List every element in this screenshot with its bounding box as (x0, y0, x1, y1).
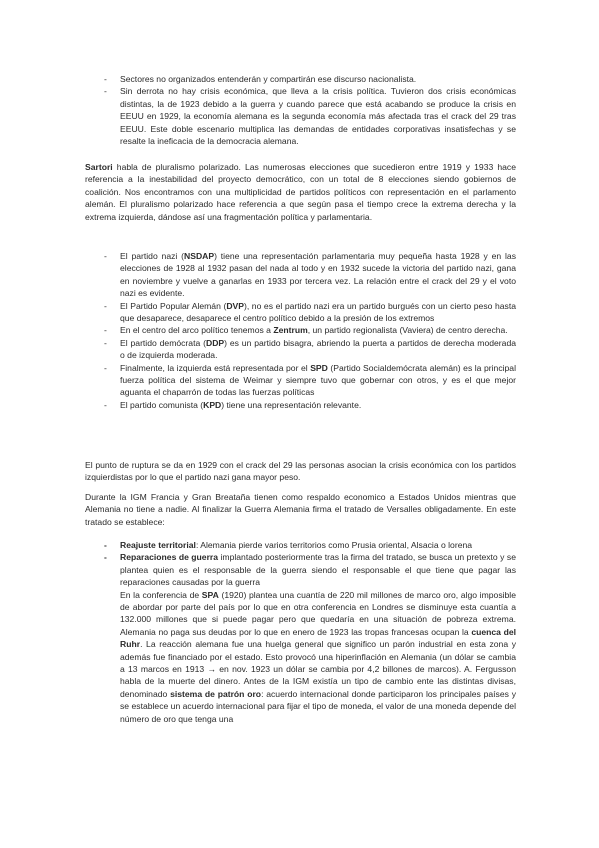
list-item-text: : Alemania pierde varios territorios como Prusia oriental, Alsacia o lorena (195, 540, 473, 550)
list-item-text: El partido comunista ( (120, 399, 204, 410)
paragraph-text: habla de pluralismo polarizado. Las numerosas elecciones que sucedieron entre 1919 y 1933 hace referencia a la inestabilidad del proyecto democrático, con un total de 8 elecciones siendo gobiernos de coalición. Nos encontramos con una multiplicidad de partidos políticos con representación en el parlamento alemán. El pluralismo polarizado hace referencia a que según pasa el tiempo crece la extrema derecha y la extrema izquierda, dándose así una fragmentación política y parlamentaria. (85, 162, 516, 222)
list-item-text: Sectores no organizados entenderán y compartirán ese discurso nacionalista. (120, 74, 417, 84)
bold-term: Reparaciones de guerra (120, 552, 219, 563)
bold-term: DDP (205, 337, 225, 348)
sub-paragraph (120, 589, 516, 725)
dash-bullet: - (104, 325, 107, 336)
list-item-text: implantado posteriormente tras la firma del tratado, se busca un pretexto y se plantea quien es el responsable de la guerra siendo el responsable el que tiene que pagar las reparaciones causadas por la guerra (120, 552, 516, 588)
list-item (104, 300, 516, 325)
bold-term: NSDAP (184, 251, 215, 261)
dash-bullet: - (104, 86, 107, 97)
list-item-text: El partido demócrata ( (120, 337, 206, 348)
dash-bullet: - (104, 399, 107, 410)
dash-bullet: - (104, 251, 107, 261)
list-item-text: ) tiene una representación relevante. (221, 399, 362, 410)
bold-term: cuenca del Ruhr (120, 626, 516, 650)
paragraph-text: En la conferencia de (120, 589, 202, 600)
paragraph-ruptura: El punto de ruptura se da en 1929 con el crack del 29 las personas asocian la crisis económica con los partidos izquierdistas por lo que el partido nazi gana mayor peso. (85, 460, 516, 483)
list-item-text: ), no es el partido nazi era un partido burgués con un cierto peso hasta que desaparece, desaparece el centro político debido a la presión de los extremos (120, 300, 516, 324)
list-item (104, 399, 516, 411)
bullet-list-parties (104, 250, 516, 411)
list-item (104, 85, 516, 147)
bold-term: DVP (226, 300, 244, 311)
dash-bullet: - (104, 337, 107, 348)
paragraph-text: : acuerdo internacional donde participaron los principales países y se establece un acuerdo internacional para fijar el tipo de moneda, el valor de una moneda depende del número de oro que tenga una (120, 688, 516, 724)
paragraph-text: (1920) plantea una cuantía de 220 mil millones de marco oro, algo imposible de abordar por parte del país por lo que en otra conferencia en Londres se disminuye esta cuantía a 132.000 millones que si puede pagar pero que quedaría en una situación de pobreza extrema. Alemania no paga sus deudas por lo que en enero de 1923 las tropas francesas ocupan la (120, 589, 516, 637)
list-item (104, 73, 516, 85)
bold-term: Reajuste territorial (120, 540, 196, 550)
dash-bullet: - (104, 300, 107, 311)
list-item-text: Sin derrota no hay crisis económica, que lleva a la crisis política. Tuvieron dos crisis económicas distintas, la de 1923 debido a la guerra y cuando parece que está acabando se produce la crisis en EEUU en 1929, la economía alemana es la segunda economía más afectada tras el crack del 29 tras EEUU. Este doble escenario multiplica las demandas de entidades corporativas insatisfechas y se resalte la ineficacia de la democracia alemana. (120, 86, 516, 147)
list-item (104, 337, 516, 362)
dash-bullet: - (104, 540, 107, 550)
bullet-list-treaty (104, 539, 516, 725)
dash-bullet: - (104, 552, 107, 563)
list-item-text: ) es un partido bisagra, abriendo la puerta a partidos de derecha moderada o de izquierda moderada. (120, 337, 517, 361)
bold-term: SPD (310, 362, 328, 373)
bold-term: Sartori (85, 162, 113, 172)
list-item-text: El Partido Popular Alemán ( (120, 300, 227, 311)
dash-bullet: - (104, 74, 107, 84)
list-item-text: (Partido Socialdemócrata alemán) es la principal fuerza política del sistema de Weimar y siempre tuvo que gobernar con otros, y es el que mejor aguanta el chaparrón de todas las fuerzas políticas (120, 362, 516, 398)
bold-term: KPD (203, 399, 222, 410)
list-item-text: El partido nazi ( (120, 251, 184, 261)
paragraph-text: . La reacción alemana fue una huelga general que significo un parón industrial en esta zona y además fue financiado por el estado. Esto provocó una hiperinflación en Alemania (un dólar se cambia a 13 marcos en 1913 → en nov. 1923 un dólar se cambia por 4,2 billones de marcos). A. Fergusson habla de la muerte del dinero. Antes de la IGM existía un tipo de cambio ente las distintas divisas, denominado (120, 639, 516, 699)
list-item (104, 250, 516, 300)
paragraph-igm: Durante la IGM Francia y Gran Breataña tienen como respaldo economico a Estados Unidos mientras que Alemania no tiene a nadie. Al finalizar la Guerra Alemania firma el tratado de Versalles obligadamente. En este tratado se establece: (85, 492, 516, 527)
list-item (104, 362, 516, 399)
list-item-text: ) tiene una representación parlamentaria muy pequeña hasta 1928 y en las elecciones de 1928 al 1932 pasan del nada al todo y en 1932 sucede la victoria del partido nazi, gana en noviembre y vuelve a ganarlas en 1933 por tercera vez. La relación entre el crack del 29 y el voto nazi es evidente. (120, 251, 516, 299)
bold-term: sistema de patrón oro (170, 688, 262, 699)
list-item-text: En el centro del arco político tenemos a (120, 325, 274, 336)
dash-bullet: - (104, 362, 107, 373)
list-item (104, 324, 516, 336)
paragraph-sartori (85, 161, 516, 223)
list-item (104, 539, 516, 551)
bold-term: SPA (201, 589, 219, 600)
bullet-list-intro (104, 73, 516, 147)
list-item (104, 551, 516, 725)
list-item-text: Finalmente, la izquierda está representada por el (120, 362, 311, 373)
bold-term: Zentrum (273, 325, 308, 336)
list-item-text: , un partido regionalista (Vaviera) de centro derecha. (307, 325, 508, 336)
